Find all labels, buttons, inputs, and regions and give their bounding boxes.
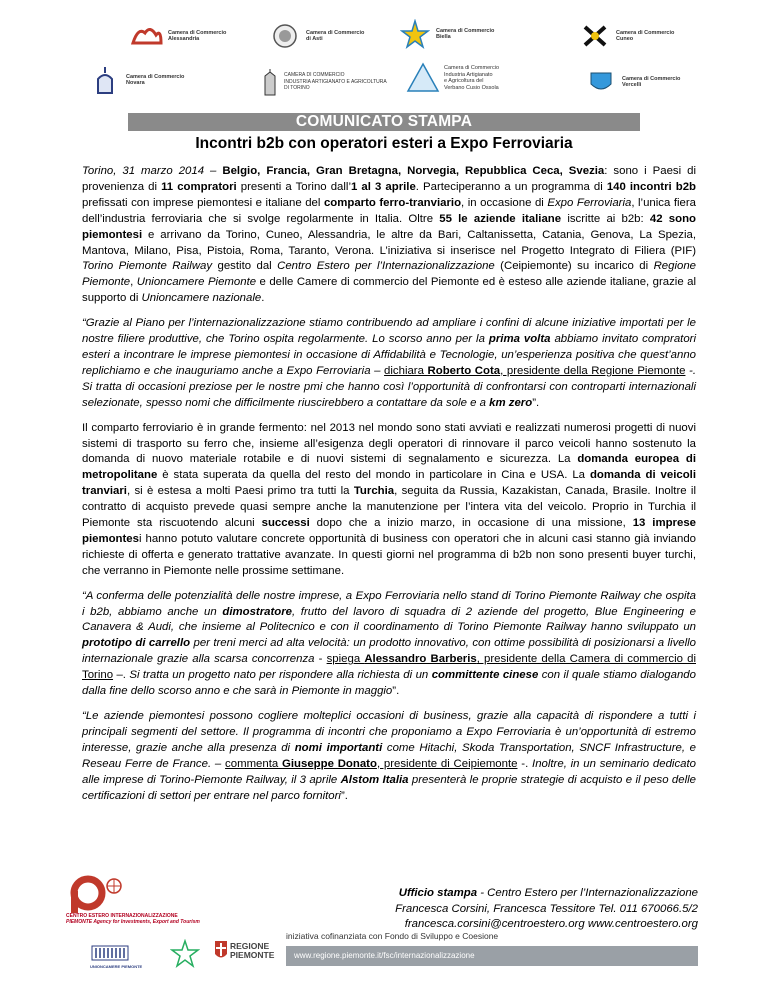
bold-text: prima volta (488, 333, 551, 346)
countries: Belgio, Francia, Gran Bretagna, Norvegia, Repubblica Ceca, Svezia (222, 165, 605, 177)
attribution (225, 758, 517, 770)
novara-dome-icon (88, 66, 122, 94)
vercelli-shield-icon (584, 68, 618, 96)
bold-text: 55 le aziende italiane (439, 212, 562, 225)
text: ”. (532, 396, 540, 409)
logo-text: Camera di Commercio (444, 65, 500, 71)
paragraph-sector (82, 421, 696, 580)
paragraph-intro (82, 164, 696, 307)
bold-text: nomi importanti (294, 741, 383, 754)
logo-text: Industria Artigianato (444, 71, 493, 78)
bold-text: 1 al 3 aprile (350, 180, 416, 193)
quote-text: -. Si tratta di occasioni preziose per le nostre pmi che hanno così l’opportunità di confrontarsi con controparti internazionali selezionate, spesso nomi che difficilmente riuscirebbero a contattare da sole e a (82, 364, 697, 409)
press-office-line (300, 886, 698, 902)
logo-text: Camera di Commercio (168, 29, 227, 36)
cuneo-emblem-icon (578, 22, 612, 50)
quote-text: con il quale stiamo dialogando dalla fine dello scorso anno e che sarà in Piemonte in maggio (82, 669, 696, 698)
text: prefissati con imprese piemontesi e italiane del (82, 196, 324, 209)
italic-text: Regione Piemonte (82, 260, 696, 289)
alessandria-emblem-icon (130, 22, 164, 50)
text: , l’unica fiera dell’industria ferroviaria che si svolge regolarmente in Italia. Oltre (82, 196, 697, 225)
bold-text: domanda europea di metropolitane (82, 453, 696, 482)
cofinancing-note: iniziativa cofinanziata con Fondo di Sviluppo e Coesione (286, 931, 499, 941)
paragraph-quote-donato (82, 709, 696, 804)
logo-asti (268, 22, 364, 50)
bold-text: 140 incontri b2b (606, 180, 696, 193)
logo-text: Verbano Cusio Ossola (444, 84, 499, 91)
text: iscritte ai b2b: (561, 212, 650, 225)
text: spiega (326, 653, 365, 666)
italian-republic-emblem-icon (170, 939, 200, 969)
text: . (261, 292, 265, 305)
logo-text: INDUSTRIA ARTIGIANATO E AGRICOLTURA (284, 78, 387, 85)
logo-text: Biella (436, 34, 451, 40)
text: , in occasione di (461, 196, 548, 209)
text: dopo che a inizio marzo, in occasione di una missione, (309, 517, 633, 530)
logo-alessandria (130, 22, 226, 50)
logo-text: Alessandria (168, 36, 200, 42)
text: , presidente di Ceipiemonte (376, 757, 518, 770)
logo-text: Cuneo (616, 36, 634, 42)
institution-logos (90, 936, 280, 972)
italic-text: Expo Ferroviaria (547, 196, 632, 209)
logo-text: Camera di Commercio (126, 73, 185, 80)
asti-seal-icon (268, 22, 302, 50)
logo-vco (406, 64, 499, 92)
unioncamere-label: UNIONCAMERE PIEMONTE (90, 964, 143, 969)
text: -. (517, 757, 533, 770)
text: presenti a Torino dall’ (236, 180, 351, 193)
press-office-contacts-line: Francesca Corsini, Francesca Tessitore Tel. 011 670066.5/2 (395, 902, 698, 915)
bold-text: Turchia (353, 485, 395, 498)
logo-biella (398, 20, 494, 48)
text: i hanno potuto valutare concrete opportunità di business con operatori che in alcuni casi stanno già inviando richieste di offerta e generato trattative avanzate. In questi giorni nel programma di b2b non sono presenti buyer turchi, che verranno in Piemonte nelle prossime settimane. (82, 532, 696, 577)
text: ”. (392, 685, 400, 698)
text: , (130, 276, 137, 289)
text: : sono i Paesi di provenienza di (82, 165, 696, 193)
text: gestito dal (212, 260, 278, 273)
bold-text: prototipo di carrello (82, 637, 191, 650)
regione-piemonte-label: REGIONE PIEMONTE (230, 941, 275, 960)
logo-text: Camera di Commercio (622, 75, 681, 82)
ceipiemonte-logo (66, 875, 256, 935)
text: , presidente della Regione Piemonte (500, 364, 686, 377)
bold-text: committente cinese (431, 669, 539, 682)
attribution (384, 365, 685, 377)
article-body (82, 164, 696, 813)
bold-text: comparto ferro-tranviario (323, 196, 462, 209)
logo-text: Novara (126, 80, 145, 86)
logo-cuneo (578, 22, 674, 50)
bold-text: domanda di veicoli tranviari (82, 469, 696, 498)
text: e delle Camere di commercio del Piemonte ed è esteso alle aziende italiane, grazie al supporto di (82, 276, 696, 305)
quote-text: come Hitachi, Skoda Transportation, SNCF Infrastructure, e Reseau Ferre de France. – (82, 741, 696, 770)
logo-text: Camera di Commercio (616, 29, 675, 36)
text: dichiara (384, 364, 428, 377)
quote-text: abbiamo invitato compratori esteri a incontrare le imprese piemontesi in occasione di Affidabilità e Tecnologie, un’esperienza positiva che quest’anno replichiamo e che inauguriamo anche a Expo Ferroviaria – (82, 333, 696, 377)
bold-text: 11 compratori (161, 180, 237, 193)
torino-building-icon (260, 68, 280, 96)
logo-text: DI TORINO (284, 85, 310, 92)
logo-text: di Asti (306, 36, 323, 42)
press-release-banner: COMUNICATO STAMPA (128, 113, 640, 131)
regione-piemonte-shield-icon (214, 940, 228, 962)
ceipiemonte-title: CENTRO ESTERO INTERNAZIONALIZZAZIONE (66, 913, 178, 919)
logo-torino (260, 68, 387, 96)
quote-text: Si tratta un progetto nato per rispondere alla richiesta di un (129, 669, 432, 682)
ceipiemonte-caption (66, 913, 256, 925)
ceipiemonte-p-icon (66, 875, 126, 915)
bold-text: km zero (489, 396, 533, 409)
quote-text: presenterà le proprie strategie di acquisto e il peso delle certificazioni di settori per entrare nel parco fornitori (82, 773, 696, 802)
italic-text: Unioncamere Piemonte (136, 276, 257, 289)
text: Il comparto ferroviario è in grande fermento: nel 2013 nel mondo sono stati avviati e realizzati numerosi progetti di nuovi sistemi di trasporto su ferro che, insieme all’esigenza degli operatori di rinnovare il parco veicoli hanno sostenuto la domanda di nuovo materiale rotabile e di nuovi sistemi di segnalamento e sicurezza. La (82, 421, 696, 466)
logo-text: CAMERA DI COMMERCIO (284, 72, 345, 79)
logo-text: Camera di Commercio (306, 29, 365, 36)
logo-novara (88, 66, 184, 94)
paragraph-quote-barberis (82, 589, 696, 700)
logo-vercelli (584, 68, 680, 96)
page-title: Incontri b2b con operatori esteri a Expo Ferroviaria (195, 135, 573, 152)
speaker-name: Giuseppe Donato (282, 757, 377, 770)
text: - (314, 653, 327, 666)
dateline: Torino, 31 marzo 2014 – (82, 165, 223, 177)
press-office-contacts (300, 886, 698, 933)
text: –. (113, 669, 130, 682)
text: e arrivano da Torino, Cuneo, Alessandria, le altre da Bari, Caltanissetta, Catania, Genova, La Spezia, Mantova, Milano, Pisa, Pistoia, Roma, Taranto, Verona. L’iniziativa si inserisce nel Progetto Integrato di Filiera (PIF) (82, 228, 696, 257)
logo-text: Camera di Commercio (436, 27, 495, 34)
regione-url: www.regione.piemonte.it/fsc/internazionalizzazione (294, 951, 475, 960)
text: , seguita da Russia, Kazakistan, Canada, Brasile. Inoltre il contratto di acquisto prevede quasi sempre anche la manutenzione per l’intera vita del veicolo. Proprio in Turchia il Piemonte sta riscuotendo alcuni (82, 485, 696, 530)
quote-text: “A conferma delle potenzialità delle nostre imprese, a Expo Ferroviaria nello stand di Torino Piemonte Railway che ospita i b2b, abbiamo anche un (82, 589, 696, 618)
quote-text: Inoltre, in un seminario dedicato alle imprese di Torino-Piemonte Railway, il 3 aprile (82, 757, 696, 786)
italic-text: Torino Piemonte Railway (82, 260, 213, 273)
regione-url-bar (286, 946, 698, 966)
press-office-org: - Centro Estero per l’Internazionalizzazione (477, 887, 698, 899)
vco-triangle-icon (406, 64, 440, 92)
logo-text: e Agricoltura del (444, 78, 484, 84)
text: , presidente della Camera di commercio di Torino (82, 653, 696, 682)
speaker-name: Roberto Cota (427, 364, 501, 377)
bold-text: 42 sono piemontesi (82, 212, 696, 241)
quote-text: “Le aziende piemontesi possono cogliere molteplici occasioni di business, grazie alla capacità di rispondere a tutti i principali segmenti del settore. Il programma di incontri che proponiamo a Expo Ferroviaria è un’opportunità di estremo interesse, grazie anche alla presenza di (82, 710, 696, 754)
ceipiemonte-subtitle: PIEMONTE Agency for Investments, Export and Tourism (66, 919, 200, 925)
chamber-logos-header (0, 0, 768, 110)
bold-text: successi (261, 517, 310, 530)
italic-text: Unioncamere nazionale (141, 292, 262, 305)
italic-text: Centro Estero per l’Internazionalizzazione (277, 260, 495, 273)
bold-text: Alstom Italia (340, 773, 409, 786)
quote-text: , frutto del lavoro di squadra di 2 aziende del progetto, Blue Engineering e Canavera & Audi, che insieme al Politecnico e con il coordinamento di Torino Piemonte Railway hanno sviluppato un (82, 605, 696, 634)
logo-text: Vercelli (622, 82, 642, 88)
text: ”. (340, 789, 348, 802)
text: , si è estesa a molti Paesi primo tra tutti la (126, 485, 354, 498)
text: (Ceipiemonte) su incarico di (494, 260, 654, 273)
press-office-label: Ufficio stampa (398, 887, 478, 899)
paragraph-quote-cota (82, 316, 696, 411)
text: è stata superata da quella del resto del mondo in particolare in Cina e USA. La (157, 469, 590, 482)
speaker-name: Alessandro Barberis (364, 653, 477, 666)
press-office-email-web: francesca.corsini@centroestero.org www.centroestero.org (404, 918, 698, 930)
quote-text: “Grazie al Piano per l’internazionalizzazione stiamo contribuendo ad ampliare i confini di alcune iniziative importati per le nostre filiere produttive, che Torino ospita regolarmente. Lo scorso anno per la (82, 317, 696, 346)
biella-star-icon (398, 20, 432, 48)
bold-text: 13 imprese piemontes (82, 517, 696, 545)
text: . Parteciperanno a un programma di (415, 180, 607, 193)
bold-text: dimostratore (222, 605, 292, 618)
quote-text: per treni merci ad alta velocità: un prodotto innovativo, con ottime possibilità di posizionarsi a livello internazionale grazie alla scarsa concorrenza (82, 637, 697, 666)
text: commenta (225, 757, 283, 770)
